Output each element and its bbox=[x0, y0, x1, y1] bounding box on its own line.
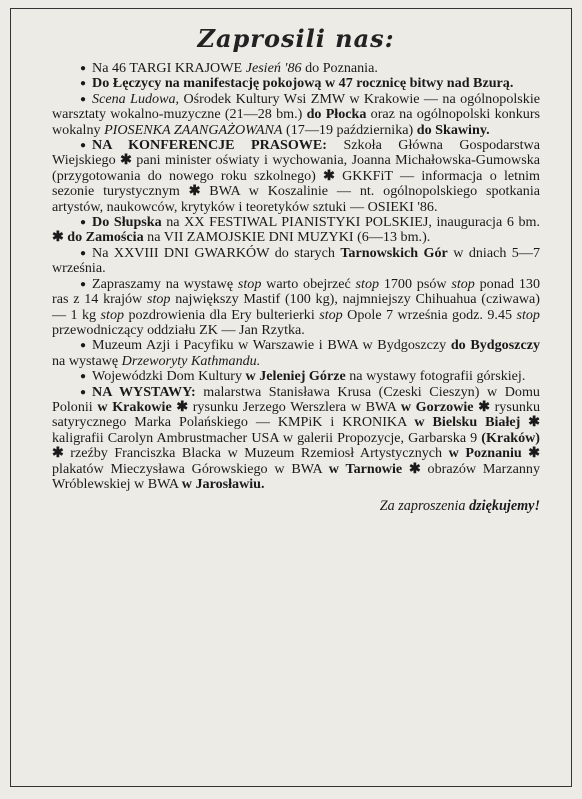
article-heading: Zaprosili nas: bbox=[197, 24, 395, 53]
bold-text: do Bydgoszczy bbox=[450, 337, 540, 354]
italic-text: PIOSENKA ZAANGAŻOWANA bbox=[104, 121, 283, 138]
bold-text: Do Łęczycy na manifestację pokojową w 47 rocznicę bitwy nad Bzurą. bbox=[92, 75, 514, 92]
bold-text: w Bielsku Białej bbox=[414, 414, 521, 431]
italic-text: stop bbox=[319, 306, 343, 323]
frame-bottom-border bbox=[10, 786, 572, 787]
text-run bbox=[402, 461, 409, 477]
italic-text: Jesień '86 bbox=[245, 60, 302, 76]
text-run: Wojewódzki Dom Kultury bbox=[92, 368, 246, 385]
bold-text: w Jarosławiu. bbox=[181, 475, 265, 492]
text-run: ponad 130 ras z 14 krajów bbox=[52, 275, 540, 308]
text-run: rysunku Jerzego Werszlera w BWA bbox=[188, 398, 401, 415]
bold-text: w Tarnowie bbox=[328, 460, 403, 477]
text-run: oraz na ogólnopolski konkurs wokalny bbox=[52, 106, 540, 138]
italic-text: Drzeworyty Kathmandu. bbox=[121, 352, 261, 369]
text-run: (17—19 października) bbox=[282, 121, 417, 138]
text-run: obrazów Marzanny Wróblewskiej w BWA bbox=[52, 460, 541, 492]
text-run: kaligrafii Carolyn Ambrustmacher USA w galerii Propozycje, Garbarska 9 bbox=[52, 429, 482, 446]
bold-text: dziękujemy! bbox=[469, 498, 540, 515]
article-body bbox=[52, 61, 540, 492]
bold-text: NA WYSTAWY: bbox=[92, 383, 196, 400]
text-run: w dniach 5—7 września. bbox=[52, 244, 540, 277]
bold-text: do Płocka bbox=[306, 106, 367, 123]
text-run: GKKFiT — informacja o letnim sezonie turystycznym bbox=[52, 167, 541, 200]
asterisk-icon: ✱ bbox=[52, 230, 64, 246]
text-run: przewodniczący oddziału ZK — Jan Rzytka. bbox=[52, 321, 305, 338]
asterisk-icon: ✱ bbox=[528, 415, 540, 431]
italic-text: stop bbox=[355, 275, 380, 292]
announcement-paragraph bbox=[52, 338, 540, 369]
italic-text: Scena Ludowa bbox=[92, 90, 176, 107]
article-column bbox=[52, 24, 540, 530]
announcement-paragraph bbox=[52, 138, 540, 215]
announcement-paragraph bbox=[52, 61, 540, 76]
announcement-paragraph bbox=[52, 215, 540, 246]
asterisk-icon: ✱ bbox=[528, 446, 541, 462]
text-run: największy Mastif (100 kg), najmniejszy Chihuahua (cziwawa) — 1 kg bbox=[52, 291, 540, 323]
asterisk-icon: ✱ bbox=[52, 446, 64, 462]
text-run: Za zaproszenia bbox=[379, 498, 470, 515]
italic-text: stop bbox=[100, 306, 125, 323]
text-run: na wystawę bbox=[52, 352, 122, 369]
text-run: Opole 7 września godz. 9.45 bbox=[342, 306, 517, 323]
closing-line bbox=[52, 498, 540, 515]
italic-text: stop bbox=[451, 275, 475, 292]
text-run: na XX FESTIWAL PIANISTYKI POLSKIEJ, inauguracja 6 bm. bbox=[161, 214, 540, 231]
text-run: plakatów Mieczysława Górowskiego w BWA bbox=[52, 460, 329, 477]
asterisk-icon: ✱ bbox=[176, 399, 189, 415]
asterisk-icon: ✱ bbox=[478, 399, 490, 415]
text-run: rzeźby Franciszka Blacka w Muzeum Rzemiosł Artystycznych bbox=[63, 445, 449, 462]
announcement-paragraph bbox=[52, 369, 540, 384]
text-run: , Ośrodek Kultury Wsi ZMW w Krakowie — na ogólnopolskie warsztaty wokalno-muzyczne (21—28 bm.) bbox=[52, 90, 540, 123]
text-run: BWA w Koszalinie — nt. ogólnopolskiego spotkania artystów, naukowców, krytyków i teoretyków sztuki — OSIEKI '86. bbox=[52, 183, 540, 215]
bold-text: (Kraków) bbox=[481, 429, 540, 446]
text-run: pozdrowienia dla Ery bulterierki bbox=[124, 306, 320, 323]
italic-text: stop bbox=[146, 291, 171, 308]
announcement-paragraph bbox=[52, 246, 540, 277]
announcement-paragraph bbox=[52, 385, 540, 493]
text-run: warto obejrzeć bbox=[261, 275, 356, 292]
asterisk-icon: ✱ bbox=[188, 184, 201, 200]
text-run: rysunku satyrycznego Marka Polańskiego — KMPiK i KRONIKA bbox=[52, 398, 541, 431]
text-run: pani minister oświaty i wychowania, Joanna Michałowska-Gumowska (przygotowania do nowego roku szkolnego) bbox=[52, 152, 540, 184]
text-run: malarstwa Stanisława Krusa (Czeski Cieszyn) w Domu Polonii bbox=[52, 383, 540, 415]
bold-text: Do Słupska bbox=[92, 214, 162, 231]
bold-text: w Jeleniej Górze bbox=[245, 368, 346, 385]
bold-text: do Zamościa bbox=[67, 229, 144, 246]
frame-right-border bbox=[571, 8, 572, 787]
asterisk-icon: ✱ bbox=[120, 153, 132, 169]
asterisk-icon: ✱ bbox=[408, 461, 421, 477]
text-run: na wystawy fotografii górskiej. bbox=[345, 368, 526, 385]
frame-left-border bbox=[10, 8, 11, 787]
text-run: 1700 psów bbox=[379, 275, 452, 292]
announcement-paragraph bbox=[52, 277, 540, 339]
text-run: na VII ZAMOJSKIE DNI MUZYKI (6—13 bm.). bbox=[143, 229, 431, 246]
text-run: Szkoła Główna Gospodarstwa Wiejskiego bbox=[52, 137, 540, 169]
frame-top-border bbox=[10, 8, 572, 9]
italic-text: stop bbox=[516, 306, 540, 323]
text-run: Muzeum Azji i Pacyfiku w Warszawie i BWA w Bydgoszczy bbox=[92, 337, 451, 354]
bold-text: w Poznaniu bbox=[448, 445, 522, 462]
text-run: Na 46 TARGI KRAJOWE bbox=[92, 60, 246, 76]
italic-text: stop bbox=[237, 275, 262, 292]
text-run: Na XXVIII DNI GWARKÓW do starych bbox=[92, 244, 341, 261]
bold-text: w Gorzowie bbox=[400, 398, 474, 415]
announcement-paragraph bbox=[52, 92, 540, 138]
bold-text: Tarnowskich Gór bbox=[340, 244, 448, 261]
text-run: do Poznania. bbox=[301, 60, 378, 76]
bold-text: NA KONFERENCJE PRASOWE: bbox=[92, 137, 327, 154]
announcement-paragraph bbox=[52, 76, 540, 91]
asterisk-icon: ✱ bbox=[323, 168, 335, 184]
bold-text: w Krakowie bbox=[97, 398, 172, 415]
text-run: Zapraszamy na wystawę bbox=[92, 275, 238, 292]
bold-text: do Skawiny. bbox=[416, 121, 490, 138]
